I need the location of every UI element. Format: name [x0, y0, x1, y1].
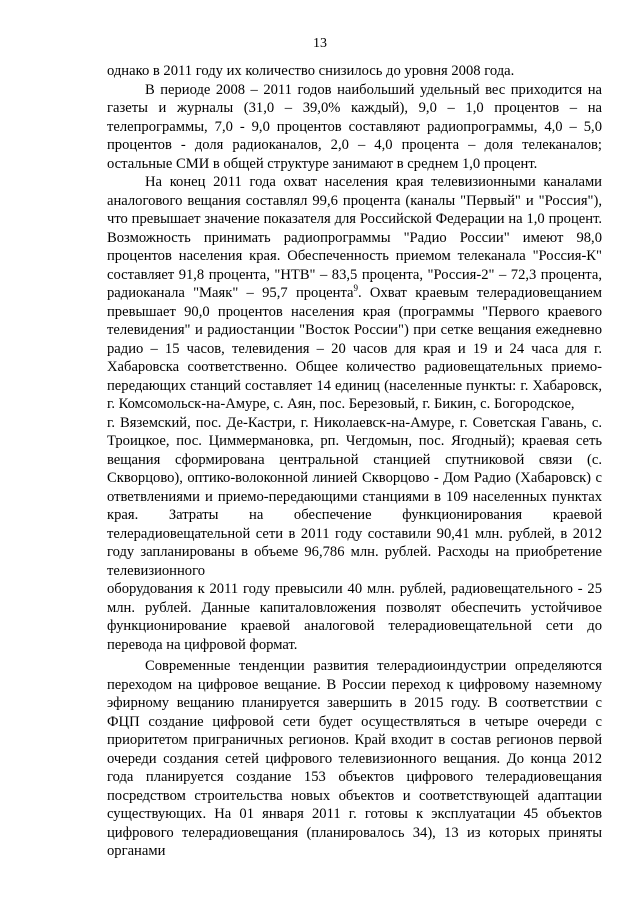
footnote-reference: 9 — [353, 283, 358, 294]
page-number: 13 — [313, 36, 327, 51]
paragraph-regional-network: г. Вяземский, пос. Де-Кастри, г. Николаевск-на-Амуре, г. Советская Гавань, с. Троицкое, пос. Циммермановка, рп. Чегдомын, пос. Ягодный); краевая сеть вещания сформирована центральной станцией спутниковой связи (с. Скворцово), оптико-волоконной линией Скворцово - Дом Радио (Хабаровск) с ответвлениями и приемо-передающими станциями в 109 населенных пунктах края. Затраты на обеспечение функционирования краевой телерадиовещательной сети в 2011 году составили 90,41 млн. рублей, в 2012 году запланированы в объеме 96,786 млн. рублей. Расходы на приобретение телевизионного — [107, 414, 602, 579]
paragraph-continuation: однако в 2011 году их количество снизилось до уровня 2008 года. — [107, 63, 515, 79]
paragraph-equipment-costs: оборудования к 2011 году превысили 40 млн. рублей, радиовещательного - 25 млн. рублей. Данные капиталовложения позволят обеспечить устойчивое функционирование краевой аналоговой телерадиовещательной сети до перевода на цифровой формат. — [107, 581, 602, 653]
paragraph-media-share: В периоде 2008 – 2011 годов наибольший удельный вес приходится на газеты и журналы (31,0 – 39,0% каждый), 9,0 – 1,0 процентов – на телепрограммы, 7,0 - 9,0 процентов составляют радиопрограммы, 4,0 – 5,0 процентов - доля радиоканалов, 2,0 – 4,0 процента – доля телеканалов; остальные СМИ в общей структуре занимают в среднем 1,0 процент. — [107, 81, 602, 172]
paragraph-analog-coverage-text: На конец 2011 года охват населения края телевизионными каналами аналогового вещания составлял 99,6 процента (каналы "Первый" и "Россия"), что превышает значение показателя для Российской Федерации на 1,0 процент. Возможность принимать радиопрограммы "Радио России" имеют 98,0 процентов населения края. Обеспеченность приемом телеканала "Россия-К" составляет 91,8 процента, "НТВ" – 83,5 процента, "Россия-2" – 72,3 процента, радиоканала "Маяк" – 95,7 процента — [107, 174, 602, 301]
paragraph-regional-broadcasting-text: Охват краевым телерадиовещанием превышает 90,0 процентов населения края (программы "Первого краевого телевидения" и радиостанции "Восток России") при сетке вещания ежедневно радио – 15 часов, телевидения – 20 часов для края и 19 и 24 часа для г. Хабаровска соответственно. Общее количество радиовещательных приемо-передающих станций составляет 14 единиц (населенные пункты: г. Хабаровск, г. Комсомольск-на-Амуре, с. Аян, пос. Березовый, г. Бикин, с. Богородское, — [107, 285, 603, 412]
paragraph-digital-transition: Современные тенденции развития телерадиоиндустрии определяются переходом на цифровое вещание. В России переход к цифровому наземному эфирному вещанию планируется завершить в 2015 году. В соответствии с ФЦП создание цифровой сети будет осуществляться в четыре очереди с приоритетом приграничных регионов. Край входит в состав регионов первой очереди создания сетей цифрового телевизионного вещания. До конца 2012 года планируется создание 153 объектов цифрового телерадиовещания посредством строительства новых объектов и соответствующей адаптации существующих. На 01 января 2011 г. готовы к эксплуатации 45 объектов цифрового телерадиовещания (планировалось 34), 13 из которых приняты органами — [107, 658, 602, 859]
body-text — [107, 62, 602, 861]
paragraph-analog-coverage: На конец 2011 года охват населения края телевизионными каналами аналогового вещания составлял 99,6 процента (каналы "Первый" и "Россия"), что превышает значение показателя для Российской Федерации на 1,0 процент. Возможность принимать радиопрограммы "Радио России" имеют 98,0 процентов населения края. Обеспеченность приемом телеканала "Россия-К" составляет 91,8 процента, "НТВ" – 83,5 процента, "Россия-2" – 72,3 процента, радиоканала "Маяк" – 95,7 процента$^9$. Охват краевым телерадиовещанием превышает 90,0 процентов населения края (программы "Первого краевого телевидения" и радиостанции "Восток России") при сетке вещания ежедневно радио – 15 часов, телевидения – 20 часов для края и 19 и 24 часа для г. Хабаровска соответственно. Общее количество радиовещательных приемо-передающих станций составляет 14 единиц (населенные пункты: г. Хабаровск, г. Комсомольск-на-Амуре, с. Аян, пос. Березовый, г. Бикин, с. Богородское, — [107, 174, 603, 412]
